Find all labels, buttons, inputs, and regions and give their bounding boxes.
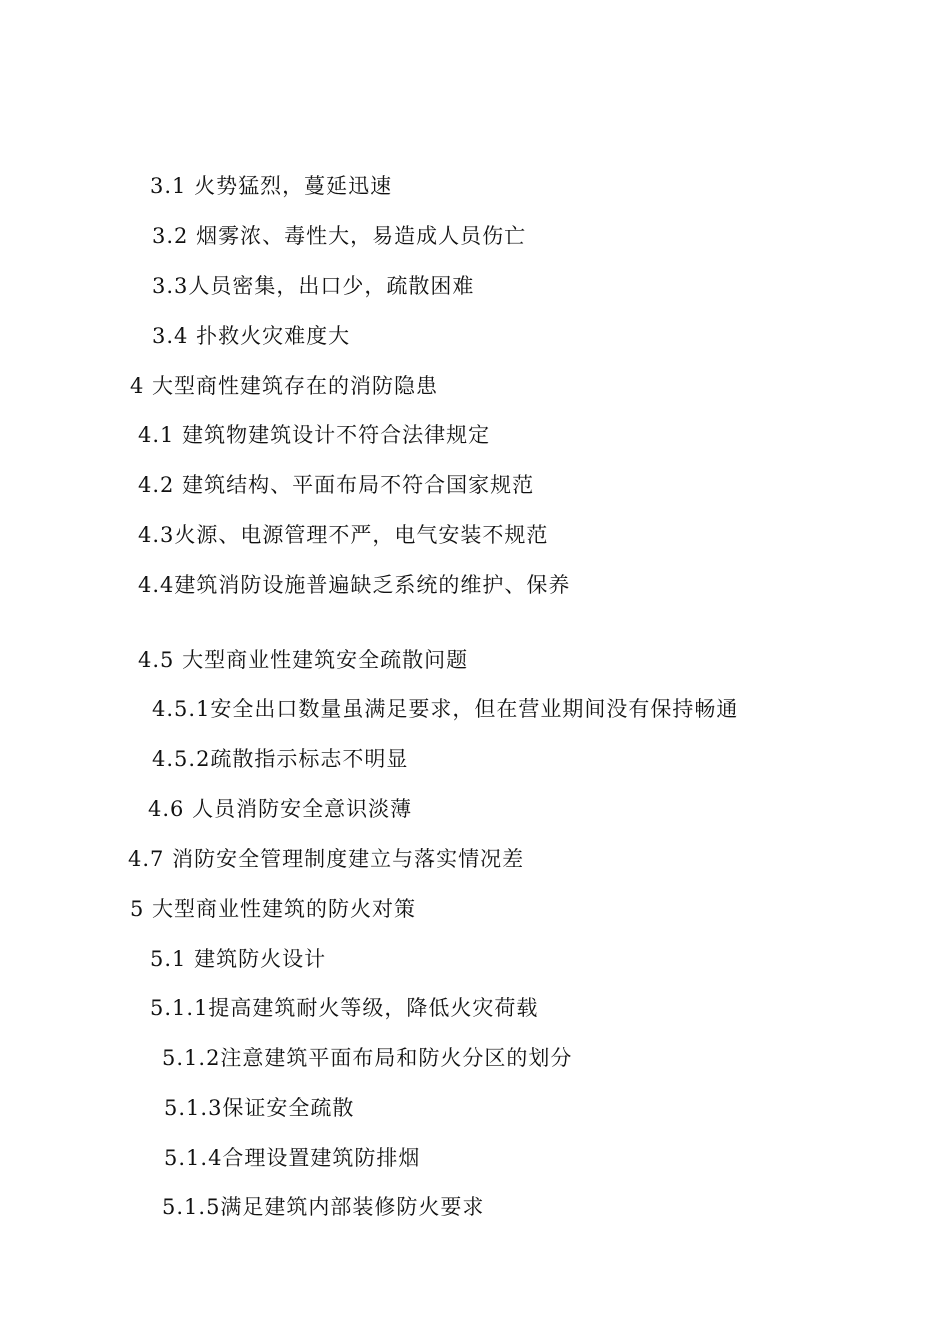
toc-entry-4-7: 4.7 消防安全管理制度建立与落实情况差	[128, 847, 525, 871]
toc-entry-5: 5 大型商业性建筑的防火对策	[130, 897, 417, 921]
toc-entry-4-2: 4.2 建筑结构、平面布局不符合国家规范	[138, 473, 535, 497]
toc-entry-4-3: 4.3火源、电源管理不严，电气安装不规范	[138, 523, 549, 547]
toc-entry-4: 4 大型商性建筑存在的消防隐患	[130, 374, 439, 398]
toc-entry-5-1-3: 5.1.3保证安全疏散	[164, 1096, 355, 1120]
toc-entry-4-5: 4.5 大型商业性建筑安全疏散问题	[138, 648, 469, 672]
toc-entry-3-4: 3.4 扑救火灾难度大	[152, 324, 351, 348]
toc-entry-4-5-2: 4.5.2疏散指示标志不明显	[152, 747, 409, 771]
toc-entry-5-1-5: 5.1.5满足建筑内部装修防火要求	[162, 1195, 485, 1219]
toc-entry-5-1: 5.1 建筑防火设计	[150, 947, 327, 971]
toc-entry-4-1: 4.1 建筑物建筑设计不符合法律规定	[138, 423, 491, 447]
toc-entry-3-2: 3.2 烟雾浓、毒性大，易造成人员伤亡	[152, 224, 527, 248]
toc-entry-4-5-1: 4.5.1安全出口数量虽满足要求，但在营业期间没有保持畅通	[152, 697, 739, 721]
toc-entry-5-1-1: 5.1.1提高建筑耐火等级，降低火灾荷载	[150, 996, 539, 1020]
toc-entry-5-1-2: 5.1.2注意建筑平面布局和防火分区的划分	[162, 1046, 573, 1070]
toc-entry-5-1-4: 5.1.4合理设置建筑防排烟	[164, 1146, 421, 1170]
toc-entry-4-4: 4.4建筑消防设施普遍缺乏系统的维护、保养	[138, 573, 571, 597]
toc-entry-3-1: 3.1 火势猛烈，蔓延迅速	[150, 174, 393, 198]
toc-entry-4-6: 4.6 人员消防安全意识淡薄	[148, 797, 413, 821]
toc-entry-3-3: 3.3人员密集，出口少，疏散困难	[152, 274, 475, 298]
